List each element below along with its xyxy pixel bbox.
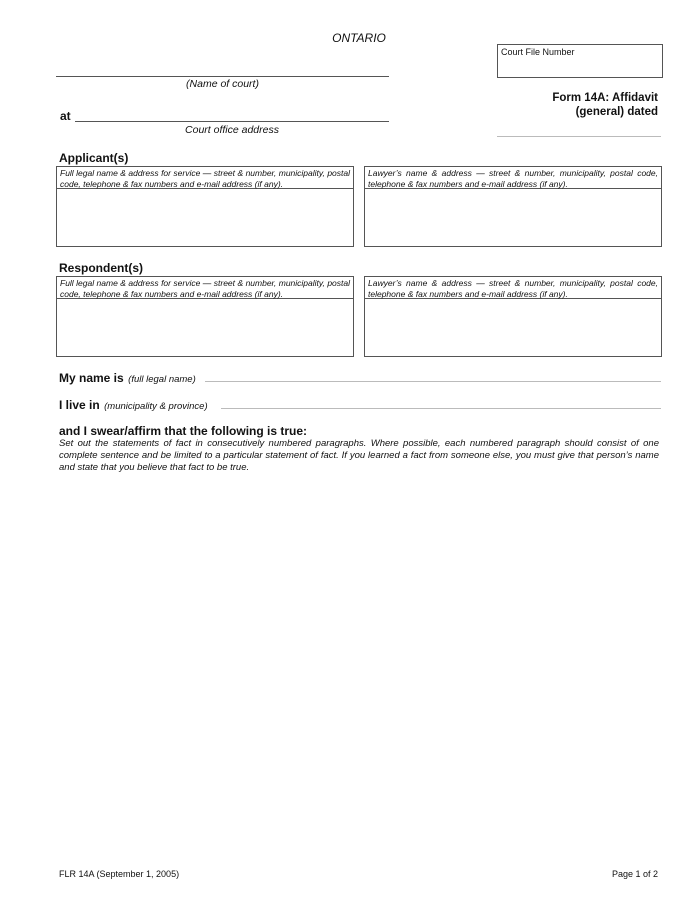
name-hint: (full legal name) bbox=[128, 374, 196, 385]
respondent-lawyer-label: Lawyer’s name & address — street & number, municipality, postal code, telephone & fax numbers and e-mail address (if any). bbox=[365, 277, 661, 299]
respondent-lawyer-input[interactable] bbox=[365, 299, 661, 355]
respondent-lawyer-box bbox=[364, 276, 662, 357]
date-field[interactable] bbox=[497, 136, 661, 137]
form-title bbox=[480, 91, 658, 119]
live-hint: (municipality & province) bbox=[104, 401, 208, 412]
full-legal-name-field[interactable] bbox=[205, 381, 661, 382]
applicant-lawyer-box bbox=[364, 166, 662, 247]
court-office-address-field[interactable] bbox=[75, 121, 389, 122]
court-name-label: (Name of court) bbox=[186, 78, 259, 90]
court-office-address-label: Court office address bbox=[185, 124, 279, 136]
applicant-lawyer-input[interactable] bbox=[365, 189, 661, 245]
respondent-party-input[interactable] bbox=[57, 299, 353, 355]
respondents-title: Respondent(s) bbox=[59, 261, 143, 275]
jurisdiction-title: ONTARIO bbox=[332, 31, 386, 45]
applicant-party-input[interactable] bbox=[57, 189, 353, 245]
applicant-lawyer-label: Lawyer’s name & address — street & number, municipality, postal code, telephone & fax numbers and e-mail address (if any). bbox=[365, 167, 661, 189]
live-label: I live in bbox=[59, 398, 100, 412]
statement-instructions: Set out the statements of fact in consecutively numbered paragraphs. Where possible, each numbered paragraph should consist of one complete sentence and be limited to a particular statement of fact. If you learned a fact from someone else, you must give that person’s name and state that you believe that fact to be true. bbox=[59, 438, 659, 473]
residence-row bbox=[59, 396, 208, 414]
applicants-title: Applicant(s) bbox=[59, 151, 129, 165]
swear-affirm-title: and I swear/affirm that the following is true: bbox=[59, 424, 308, 438]
court-name-field[interactable] bbox=[56, 76, 389, 77]
respondent-party-label: Full legal name & address for service — street & number, municipality, postal code, telephone & fax numbers and e-mail address (if any). bbox=[57, 277, 353, 299]
name-row bbox=[59, 369, 196, 387]
page-number: Page 1 of 2 bbox=[611, 869, 658, 879]
applicant-party-box bbox=[56, 166, 354, 247]
name-label: My name is bbox=[59, 371, 124, 385]
court-file-number-label: Court File Number bbox=[501, 47, 575, 57]
form-id: FLR 14A (September 1, 2005) bbox=[59, 869, 180, 879]
municipality-province-field[interactable] bbox=[221, 408, 661, 409]
at-label: at bbox=[60, 109, 71, 123]
form-title-line2: (general) dated bbox=[575, 106, 658, 118]
court-file-number-field[interactable] bbox=[497, 44, 663, 78]
applicant-party-label: Full legal name & address for service — street & number, municipality, postal code, telephone & fax numbers and e-mail address (if any). bbox=[57, 167, 353, 189]
form-title-line1: Form 14A: Affidavit bbox=[552, 92, 658, 104]
respondent-party-box bbox=[56, 276, 354, 357]
